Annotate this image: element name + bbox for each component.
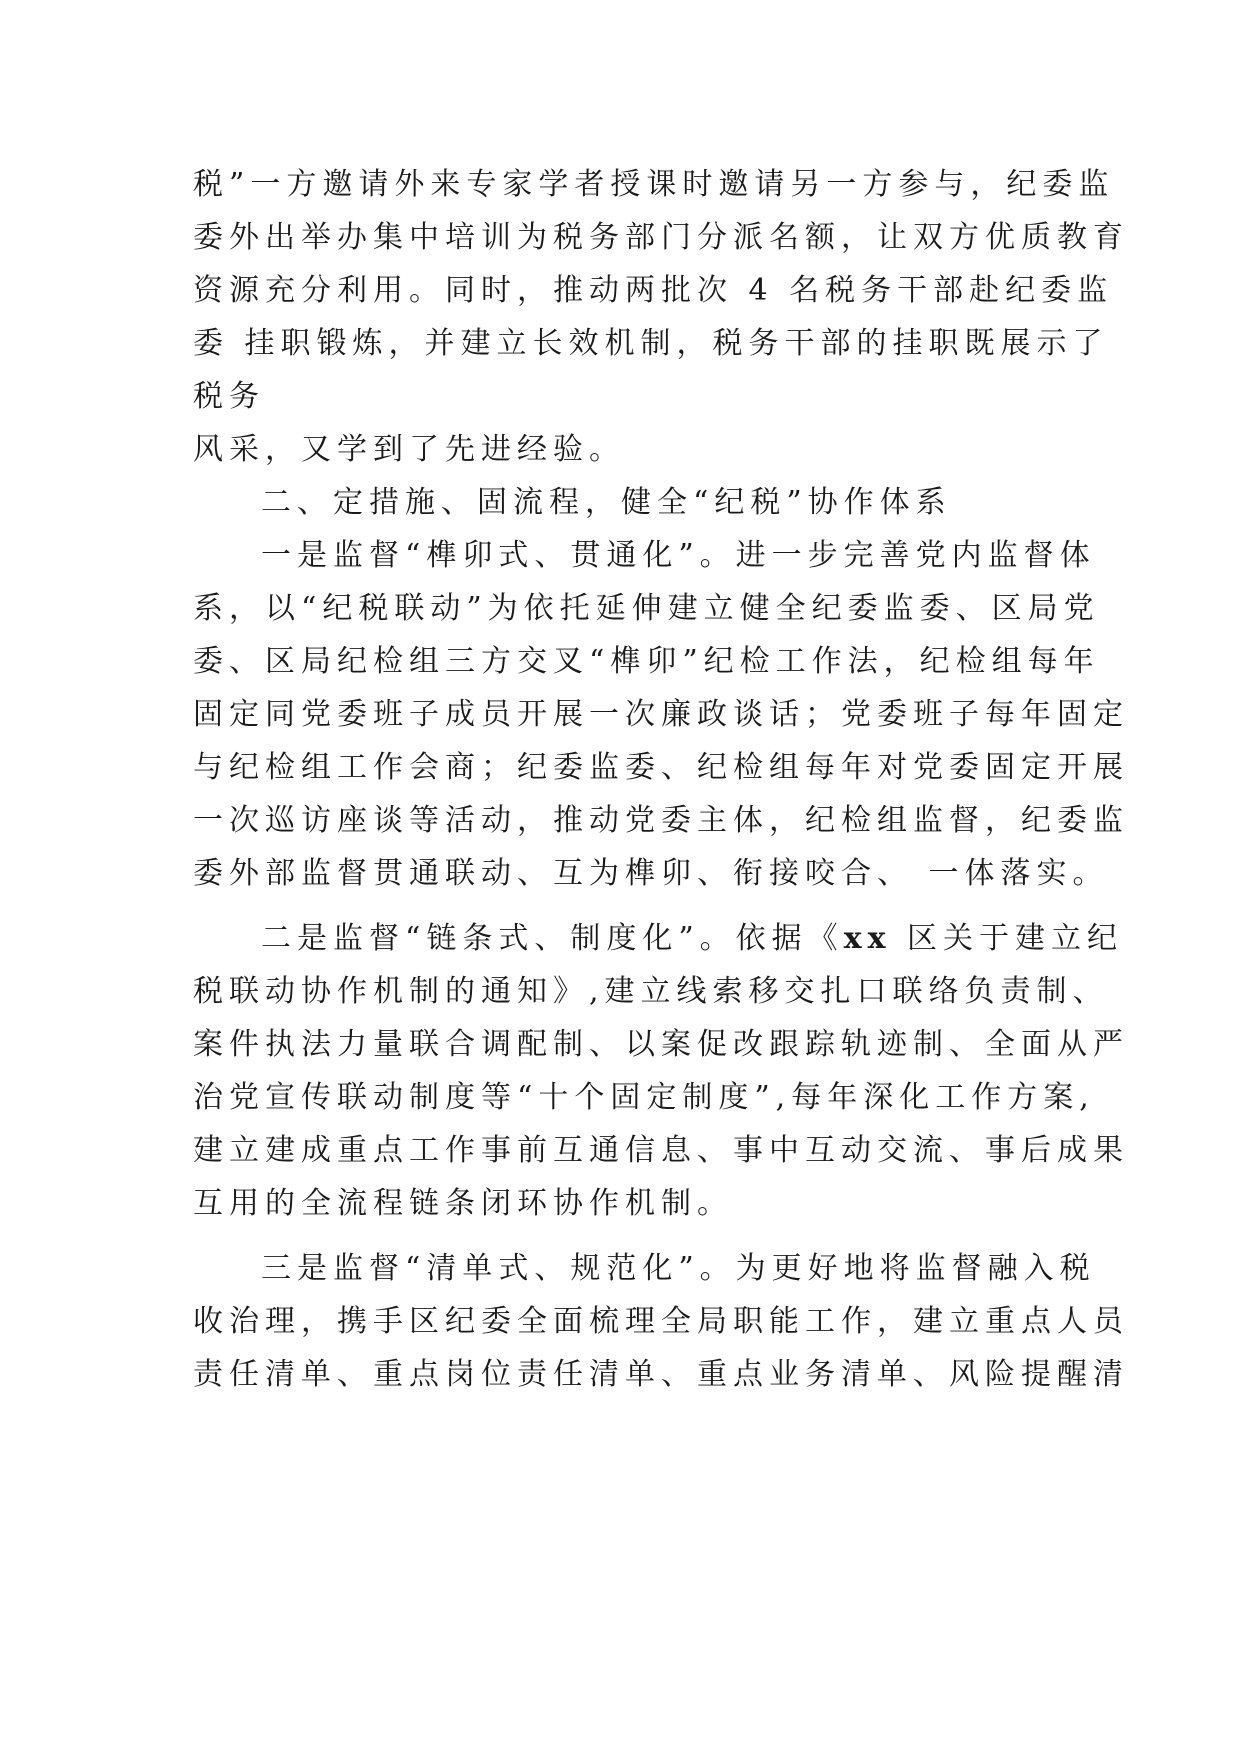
paragraph-supervision-1: [193, 529, 1129, 900]
text-line: 风采，又学到了先进经验。: [193, 432, 625, 467]
section-heading: 二、定措施、固流程，健全“纪税”协作体系: [261, 485, 952, 520]
text-line: 税联动协作机制的通知》,建立线索移交扎口联络负责制、: [193, 974, 1109, 1009]
text-line: 与纪检组工作会商；纪委监委、纪检组每年对党委固定开展: [193, 750, 1129, 785]
text-line: 责任清单、重点岗位责任清单、重点业务清单、风险提醒清: [193, 1357, 1129, 1392]
text-line: 委 挂职锻炼，并建立长效机制，税务干部的挂职既展示了: [193, 326, 1109, 361]
paragraph-spacing: [193, 900, 1053, 912]
text-run: 区关于建立纪: [891, 921, 1124, 956]
text-line: 治党宣传联动制度等“十个固定制度”,每年深化工作方案,: [193, 1080, 1095, 1115]
text-line: 一是监督“榫卯式、贯通化”。进一步完善党内监督体: [261, 538, 1096, 573]
text-line: 一次巡访座谈等活动，推动党委主体，纪检组监督，纪委监: [193, 803, 1129, 838]
text-line: 收治理，携手区纪委全面梳理全局职能工作，建立重点人员: [193, 1304, 1129, 1339]
text-line: 资源充分利用。同时，推动两批次 4 名税务干部赴纪委监: [193, 273, 1114, 308]
paragraph-spacing: [193, 1230, 1053, 1242]
text-line: 建立建成重点工作事前互通信息、事中互动交流、事后成果: [193, 1133, 1129, 1168]
text-line: [193, 912, 1124, 965]
text-line: 委、区局纪检组三方交叉“榫卯”纪检工作法，纪检组每年: [193, 644, 1100, 679]
text-line: 税”一方邀请外来专家学者授课时邀请另一方参与，纪委监: [193, 167, 1115, 202]
text-line: 税务: [193, 379, 265, 414]
text-line: 委外部监督贯通联动、互为榫卯、衔接咬合、 一体落实。: [193, 856, 1109, 891]
text-line: 固定同党委班子成员开展一次廉政谈话；党委班子每年固定: [193, 697, 1129, 732]
paragraph-continuation: [193, 158, 1129, 476]
paragraph-supervision-2: [193, 912, 1129, 1230]
text-line: 系，以“纪税联动”为依托延伸建立健全纪委监委、区局党: [193, 591, 1100, 626]
text-line: 案件执法力量联合调配制、以案促改跟踪轨迹制、全面从严: [193, 1027, 1129, 1062]
placeholder-xx: xx: [843, 921, 892, 956]
text-line: 互用的全流程链条闭环协作机制。: [193, 1186, 733, 1221]
text-run: 二是监督“链条式、制度化”。依据《: [261, 921, 844, 956]
text-line: 三是监督“清单式、规范化”。为更好地将监督融入税: [261, 1251, 1096, 1286]
document-body: [193, 158, 1129, 1401]
paragraph-supervision-3: [193, 1242, 1129, 1401]
text-line: 委外出举办集中培训为税务部门分派名额，让双方优质教育: [193, 220, 1129, 255]
